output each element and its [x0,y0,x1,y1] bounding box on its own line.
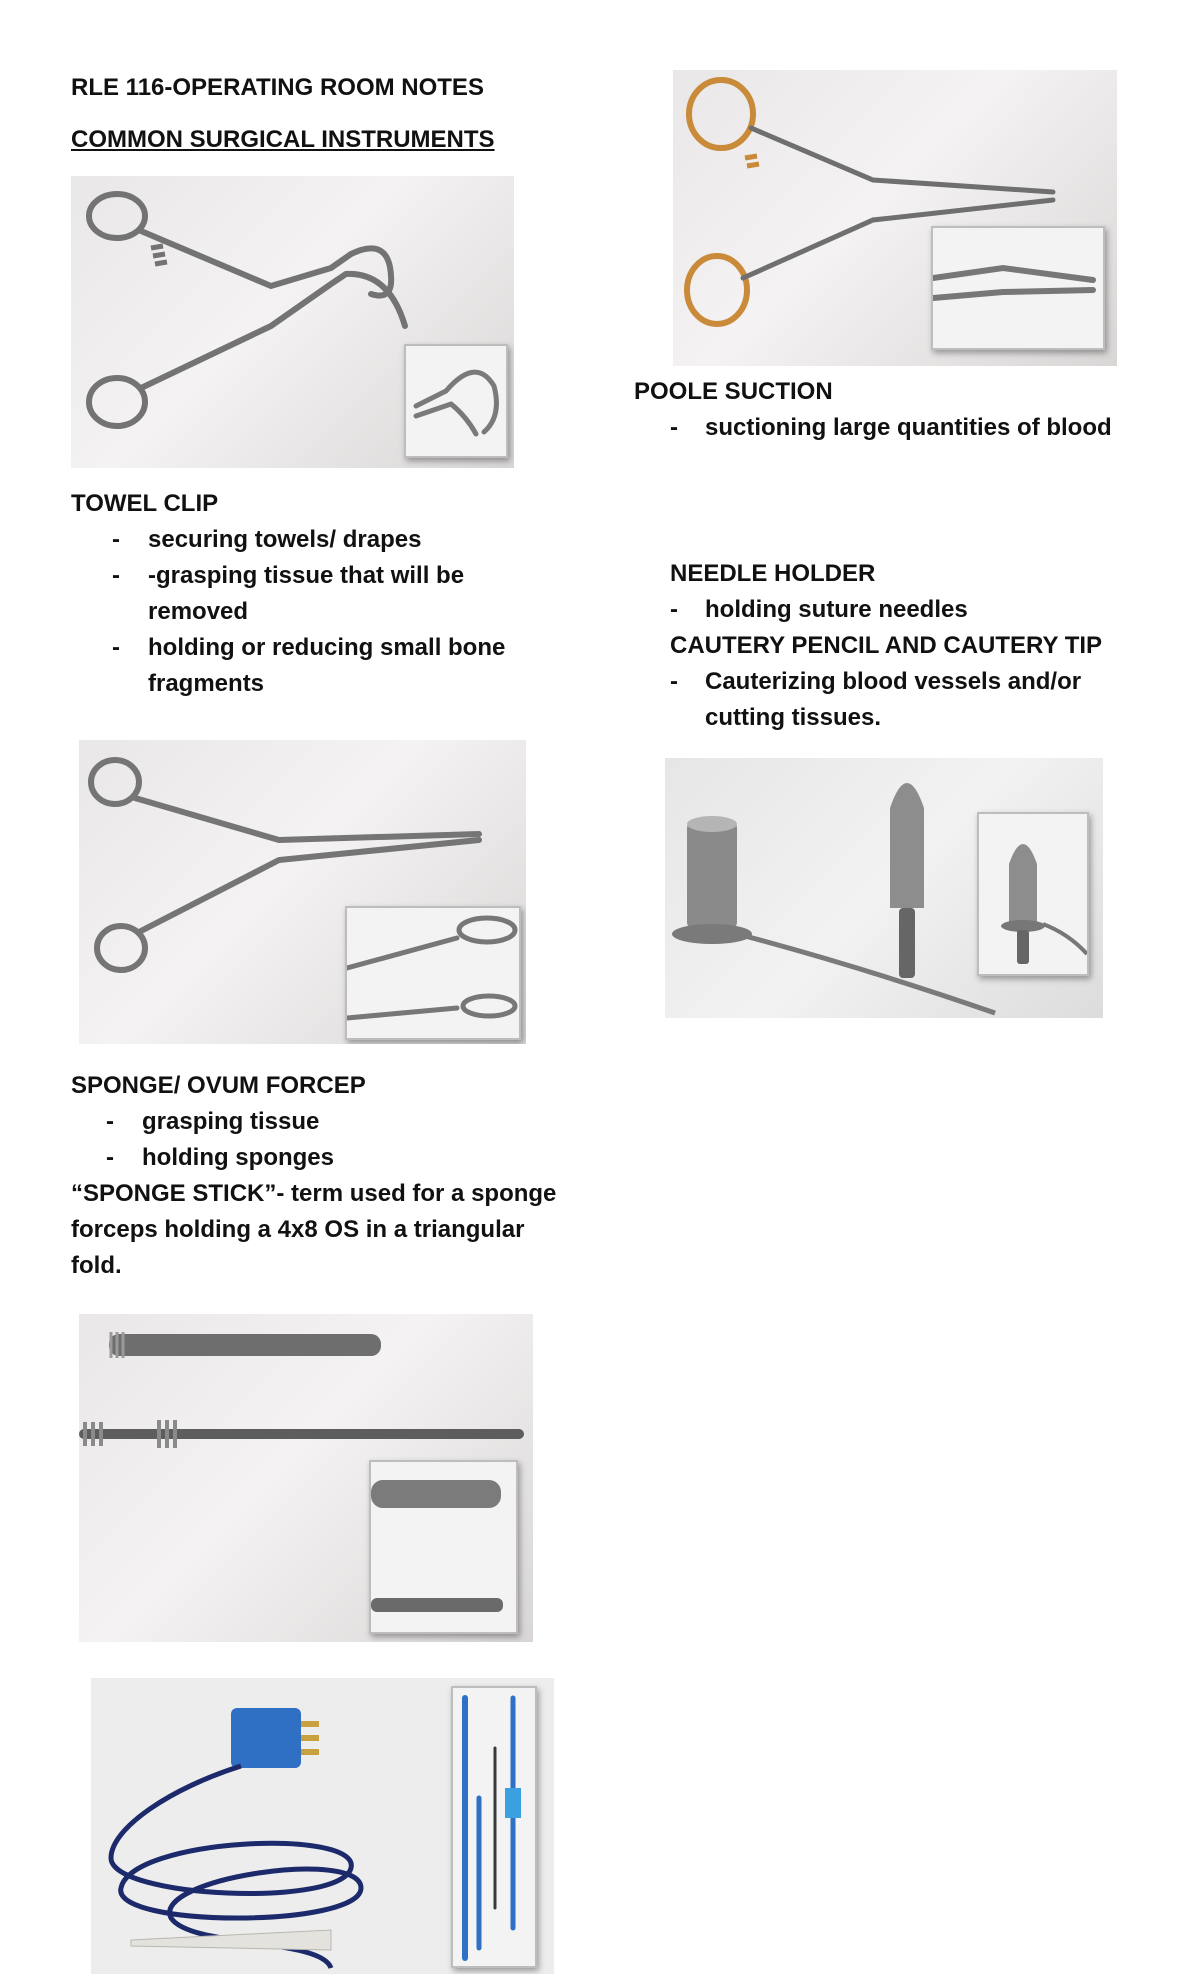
needle-holder-photo [673,70,1117,366]
cautery-tip-photo [665,758,1103,1018]
towel-clip-item: -grasping tissue that will be [148,562,465,589]
towel-clip-item: securing towels/ drapes [148,526,422,553]
towel-clip-heading: TOWEL CLIP [71,490,219,517]
bullet-dash: - [106,1108,114,1135]
cautery-item: cutting tissues. [705,704,882,731]
sponge-stick-note: fold. [71,1252,122,1279]
towel-clip-item: removed [148,598,249,625]
towel-clip-tip-inset [404,344,508,458]
cautery-tips-inset [451,1686,537,1968]
cautery-pencil-photo [91,1678,554,1974]
sponge-forcep-heading: SPONGE/ OVUM FORCEP [71,1072,366,1099]
sponge-forcep-item: grasping tissue [142,1108,320,1135]
cautery-tip-inset [977,812,1089,976]
poole-suction-tip-inset [369,1460,518,1634]
needle-holder-heading: NEEDLE HOLDER [670,560,876,587]
section-title: COMMON SURGICAL INSTRUMENTS [71,126,495,153]
bullet-dash: - [670,668,678,695]
sponge-stick-note: forceps holding a 4x8 OS in a triangular [71,1216,525,1243]
poole-suction-photo [79,1314,533,1642]
sponge-forcep-photo [79,740,526,1044]
needle-holder-tip-inset [931,226,1105,350]
bullet-dash: - [106,1144,114,1171]
bullet-dash: - [670,596,678,623]
bullet-dash: - [670,414,678,441]
sponge-forcep-item: holding sponges [142,1144,334,1171]
bullet-dash: - [112,562,120,589]
bullet-dash: - [112,634,120,661]
poole-suction-heading: POOLE SUCTION [634,378,833,405]
sponge-stick-note: “SPONGE STICK”- term used for a sponge [71,1180,557,1207]
document-title: RLE 116-OPERATING ROOM NOTES [71,74,484,101]
towel-clip-photo [71,176,514,468]
needle-holder-item: holding suture needles [705,596,968,623]
towel-clip-item: holding or reducing small bone [148,634,506,661]
cautery-heading: CAUTERY PENCIL AND CAUTERY TIP [670,632,1103,659]
bullet-dash: - [112,526,120,553]
towel-clip-item: fragments [148,670,265,697]
cautery-item: Cauterizing blood vessels and/or [705,668,1082,695]
poole-suction-item: suctioning large quantities of blood [705,414,1112,441]
sponge-forcep-tip-inset [345,906,521,1040]
